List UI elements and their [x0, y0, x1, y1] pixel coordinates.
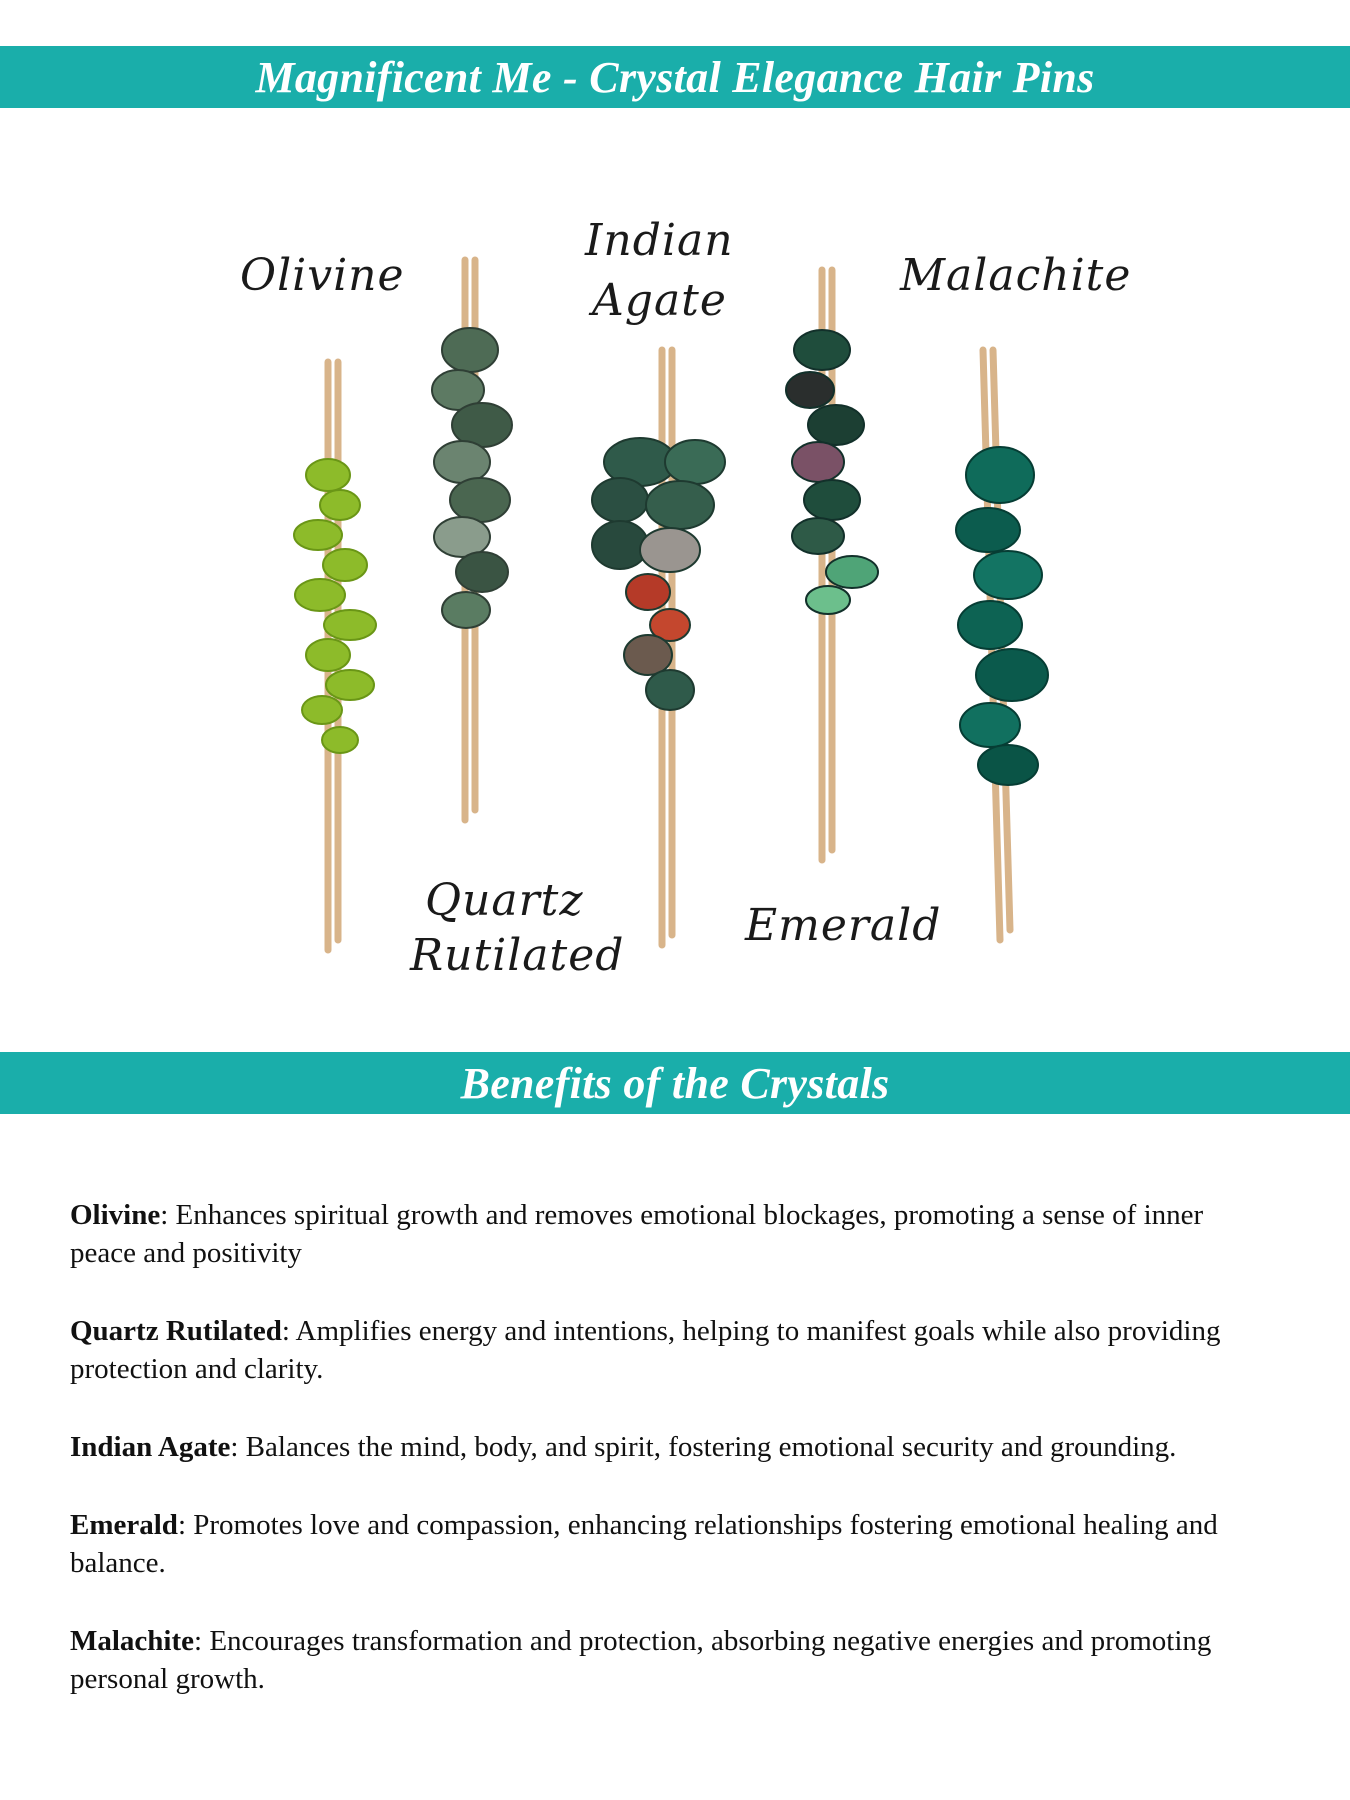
hair-pins-product-image — [200, 200, 1160, 1000]
benefit-olivine — [70, 1196, 1250, 1272]
benefit-text: : Amplifies energy and intentions, helping to manifest goals while also providing protection and clarity. — [70, 1315, 1221, 1385]
benefit-text: : Promotes love and compassion, enhancing relationships fostering emotional healing and balance. — [70, 1509, 1218, 1579]
page-title: Magnificent Me - Crystal Elegance Hair Pins — [255, 52, 1095, 102]
malachite-crystal-chips — [956, 447, 1048, 785]
benefit-name: Olivine — [70, 1199, 161, 1231]
benefit-malachite — [70, 1622, 1250, 1698]
benefits-banner — [0, 1052, 1350, 1114]
benefit-name: Indian Agate — [70, 1431, 231, 1463]
benefit-quartz-rutilated — [70, 1312, 1250, 1388]
benefit-name: Quartz Rutilated — [70, 1315, 282, 1347]
title-banner — [0, 46, 1350, 108]
label-emerald: Emerald — [745, 900, 942, 951]
benefit-name: Malachite — [70, 1625, 195, 1657]
benefit-emerald — [70, 1506, 1250, 1582]
olivine-crystal-chips — [294, 459, 376, 753]
label-quartz-line2: Rutilated — [410, 930, 625, 981]
label-malachite: Malachite — [900, 250, 1132, 301]
label-indian-agate-line1: Indian — [585, 215, 734, 266]
benefit-text: : Encourages transformation and protection, absorbing negative energies and promoting personal growth. — [70, 1625, 1212, 1695]
benefits-title: Benefits of the Crystals — [460, 1058, 890, 1108]
benefit-text: : Enhances spiritual growth and removes emotional blockages, promoting a sense of inner peace and positivity — [70, 1199, 1204, 1269]
benefit-indian-agate — [70, 1428, 1250, 1466]
quartz-rutilated-crystal-chips — [432, 328, 512, 628]
label-indian-agate-line2: Agate — [592, 275, 727, 326]
label-olivine: Olivine — [240, 250, 405, 301]
label-quartz-line1: Quartz — [425, 875, 584, 926]
benefit-text: : Balances the mind, body, and spirit, fostering emotional security and grounding. — [230, 1431, 1177, 1463]
benefit-name: Emerald — [70, 1509, 178, 1541]
benefits-list — [70, 1196, 1250, 1738]
hair-pins-illustration — [200, 200, 1160, 1000]
